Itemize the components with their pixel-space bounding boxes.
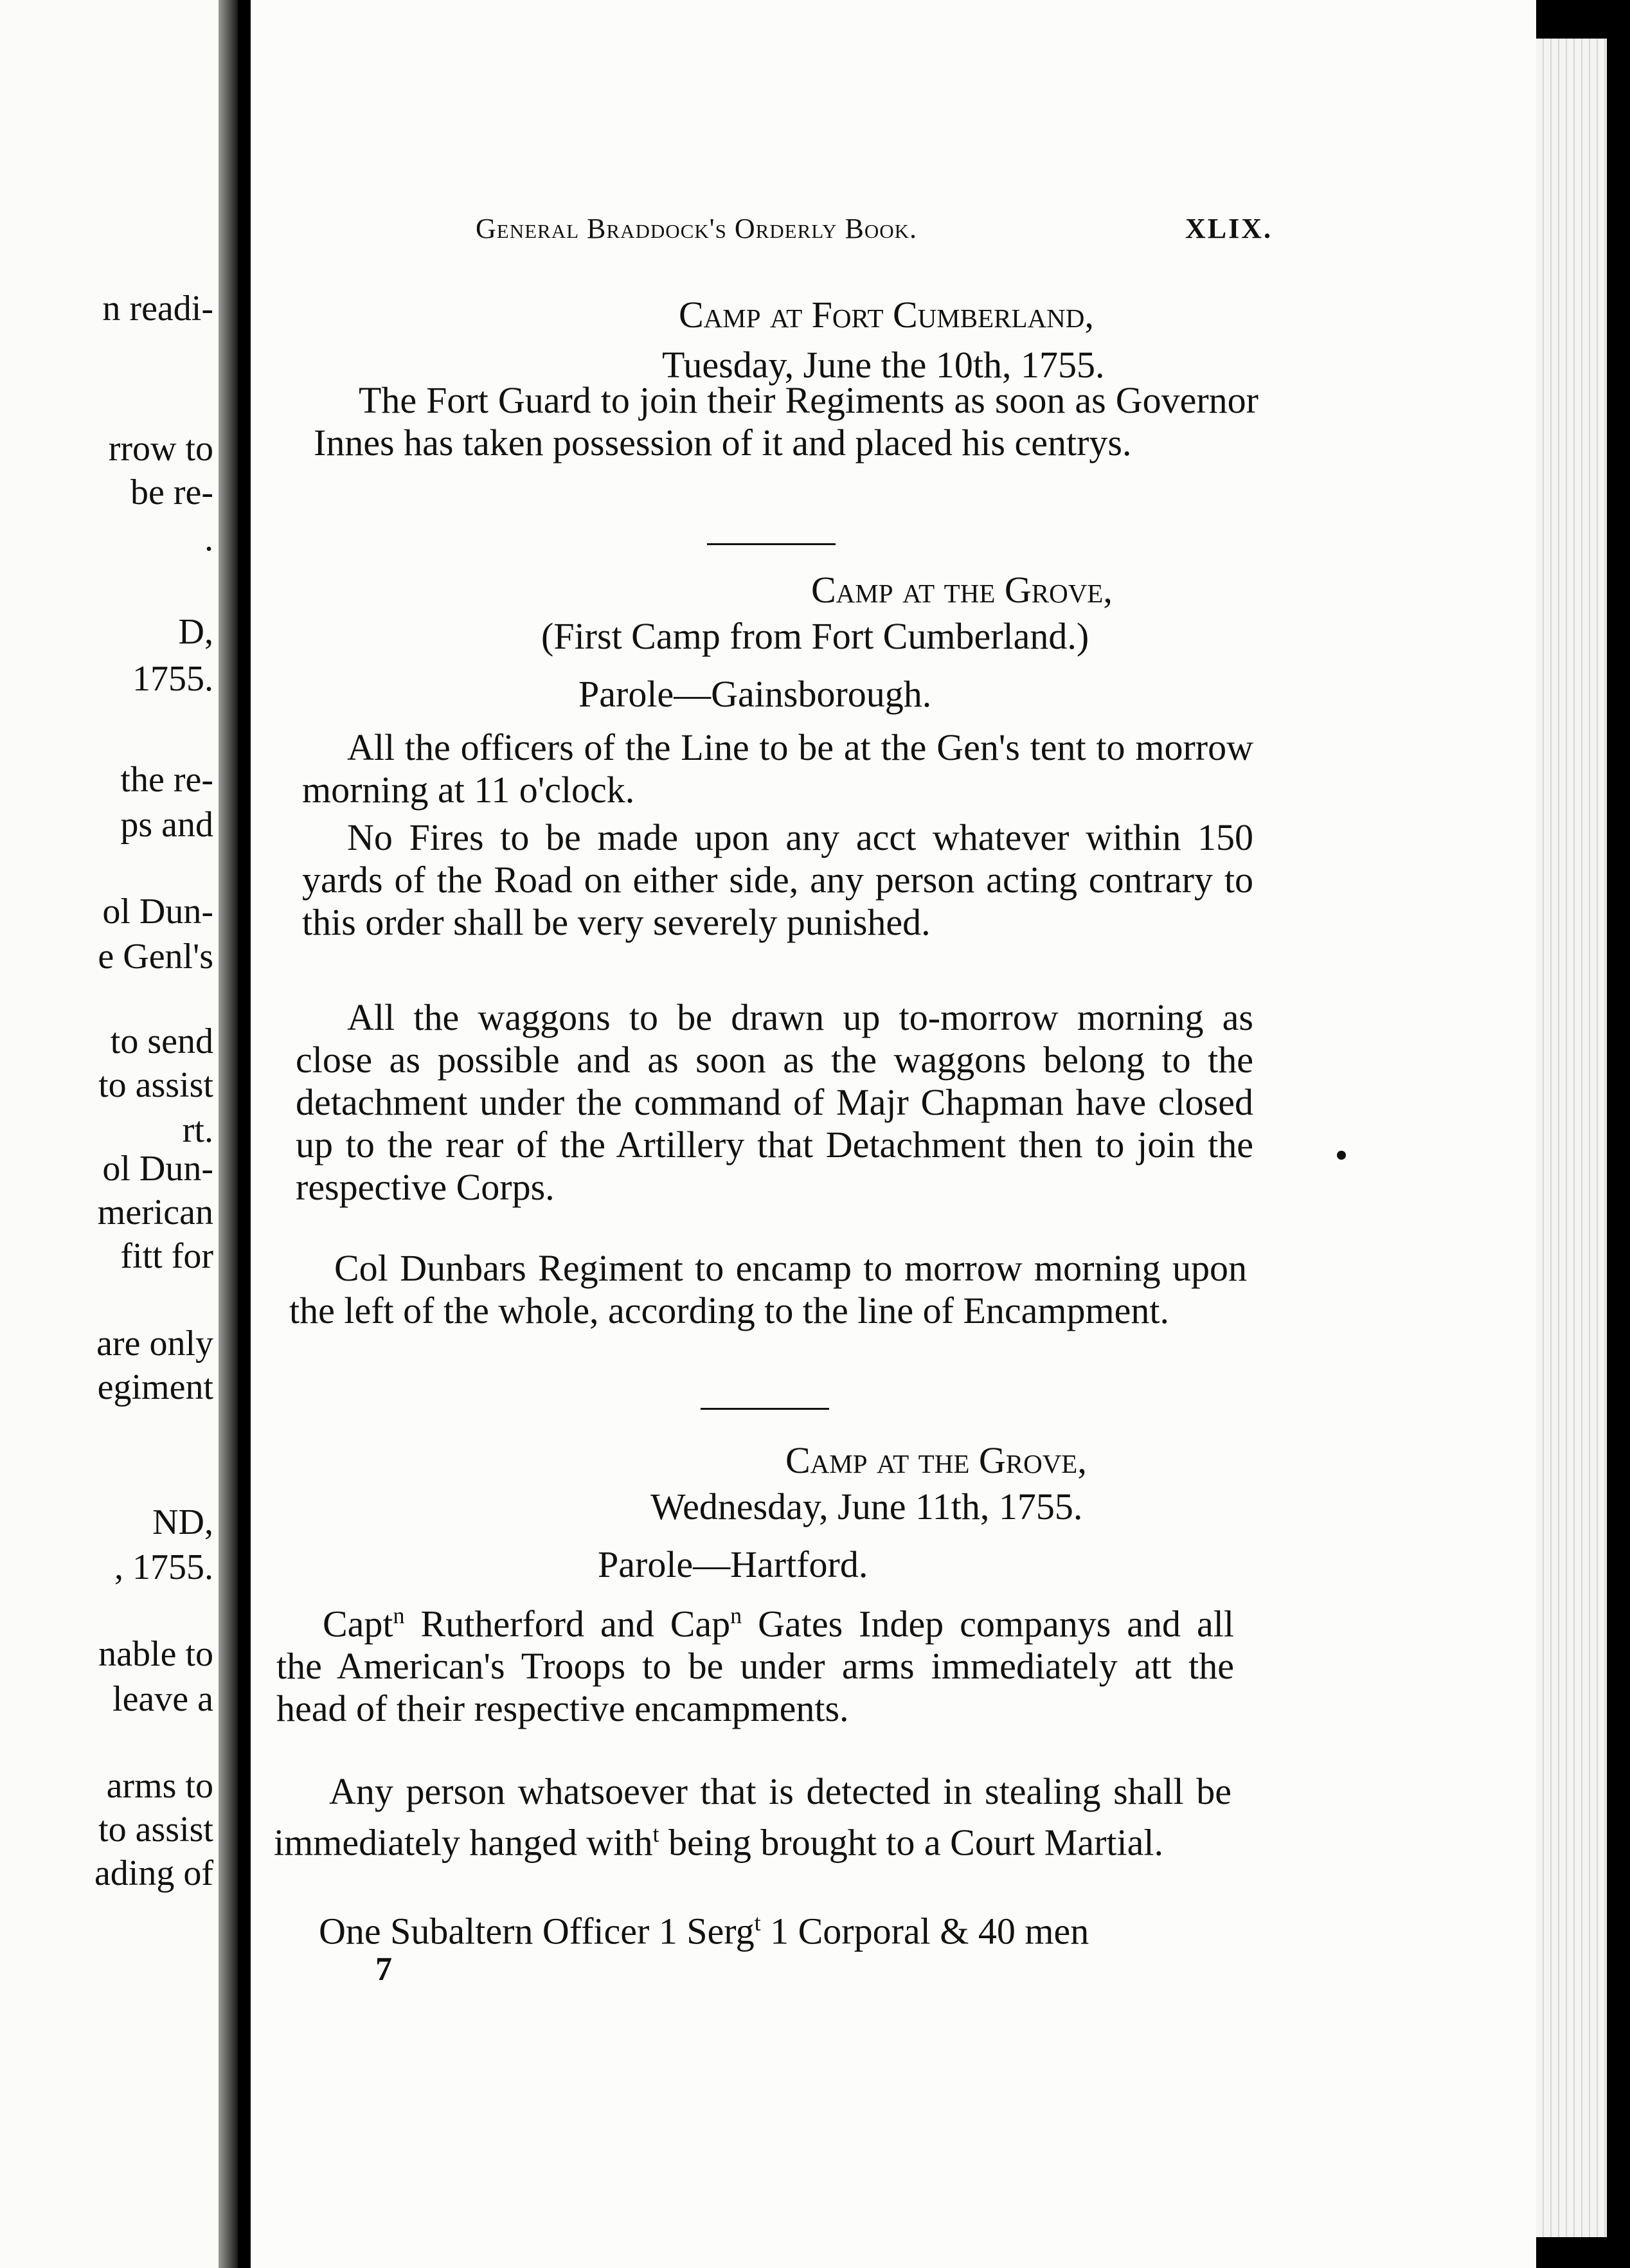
left-page-line: are only bbox=[96, 1324, 213, 1364]
ink-spot bbox=[1337, 1151, 1346, 1160]
running-title: General Braddock's Orderly Book. bbox=[476, 213, 918, 244]
entry3-p1-b: Rutherford and Cap bbox=[404, 1603, 731, 1645]
signature-mark: 7 bbox=[375, 1951, 392, 1988]
entry3-p1-sup1: n bbox=[393, 1603, 405, 1628]
entry3-p3-b: 1 Corporal & 40 men bbox=[760, 1910, 1089, 1952]
left-page-line: to assist bbox=[98, 1065, 213, 1105]
left-page-line: rrow to bbox=[108, 429, 213, 469]
entry1-camp: Camp at Fort Cumberland, bbox=[679, 294, 1094, 336]
entry2-paragraph-2: No Fires to be made upon any acct whatever within 150 yards of the Road on either side, any person acting contrary to this order shall be very severely punished. bbox=[302, 816, 1253, 943]
entry2-camp: Camp at the Grove, bbox=[811, 569, 1113, 611]
book-spine bbox=[238, 0, 251, 2268]
entry1-text: The Fort Guard to join their Regiments as soon as Governor Innes has taken possession of it and placed his centrys. bbox=[314, 379, 1258, 464]
left-page-line: be re- bbox=[130, 473, 213, 512]
entry3-date: Wednesday, June 11th, 1755. bbox=[650, 1486, 1083, 1527]
entry3-p1-c: Gates Indep companys and all the American's Troops to be under arms immediately att the head of their respective encampments. bbox=[276, 1603, 1234, 1730]
entry3-p1-sup2: n bbox=[730, 1603, 742, 1628]
left-page-line: ps and bbox=[120, 805, 213, 845]
entry2-subtitle: (First Camp from Fort Cumberland.) bbox=[541, 615, 1089, 657]
left-page-line: fitt for bbox=[120, 1236, 213, 1276]
left-page-line: ol Dun- bbox=[102, 892, 213, 932]
entry3-p1-a: Capt bbox=[323, 1603, 393, 1645]
page-number: XLIX. bbox=[1185, 213, 1273, 244]
book-gutter bbox=[219, 0, 238, 2268]
entry2-paragraph-4: Col Dunbars Regiment to encamp to morrow morning upon the left of the whole, according to the line of Encampment. bbox=[289, 1247, 1247, 1331]
entry2-paragraph-3: All the waggons to be drawn up to-morrow morning as close as possible and as soon as the waggons belong to the detachment under the command of Majr Chapman have closed up to the rear of the Artillery that Detachment then to join the respective Corps. bbox=[296, 996, 1253, 1208]
left-page-line: arms to bbox=[106, 1766, 213, 1806]
left-page-line: leave a bbox=[112, 1679, 213, 1719]
left-page-line: nable to bbox=[98, 1634, 213, 1674]
scan-border bbox=[1607, 0, 1630, 2268]
entry3-parole: Parole—Hartford. bbox=[598, 1544, 868, 1585]
left-page-line: n readi- bbox=[102, 289, 213, 328]
left-page-line: the re- bbox=[120, 760, 213, 800]
section-divider-2 bbox=[701, 1408, 829, 1410]
left-page-line: D, bbox=[178, 612, 213, 652]
left-page-line: . bbox=[204, 519, 213, 559]
section-divider bbox=[707, 543, 836, 545]
entry3-p2-b: being brought to a Court Martial. bbox=[659, 1821, 1164, 1864]
entry3-paragraph-2 bbox=[274, 1770, 1231, 1864]
entry3-p3-sup: t bbox=[754, 1910, 761, 1936]
left-facing-page bbox=[0, 0, 219, 2268]
left-page-line: ol Dun- bbox=[102, 1149, 213, 1189]
left-page-line: ND, bbox=[152, 1502, 213, 1542]
entry3-paragraph-1 bbox=[276, 1594, 1234, 1730]
left-page-line: ading of bbox=[94, 1853, 213, 1893]
entry2-parole: Parole—Gainsborough. bbox=[578, 673, 932, 715]
entry3-paragraph-3 bbox=[274, 1902, 1231, 1952]
page-edges bbox=[1536, 39, 1607, 2237]
left-page-line: egiment bbox=[97, 1367, 213, 1407]
entry3-p2-a: Any person whatsoever that is detected in stealing shall be immediately hanged with bbox=[274, 1770, 1231, 1864]
left-page-line: 1755. bbox=[132, 659, 213, 699]
entry3-camp: Camp at the Grove, bbox=[785, 1439, 1087, 1481]
entry2-paragraph-1: All the officers of the Line to be at the Gen's tent to morrow morning at 11 o'clock. bbox=[302, 726, 1253, 811]
entry1-date: Tuesday, June the 10th, 1755. bbox=[662, 344, 1105, 386]
entry3-p2-sup: t bbox=[652, 1821, 659, 1847]
left-page-line: to assist bbox=[98, 1810, 213, 1850]
left-page-line: e Genl's bbox=[98, 937, 213, 977]
entry3-p3-a: One Subaltern Officer 1 Serg bbox=[319, 1910, 755, 1952]
left-page-line: to send bbox=[110, 1022, 213, 1061]
left-page-line: , 1755. bbox=[114, 1547, 213, 1587]
left-page-line: merican bbox=[97, 1192, 213, 1232]
left-page-line: rt. bbox=[182, 1110, 213, 1150]
